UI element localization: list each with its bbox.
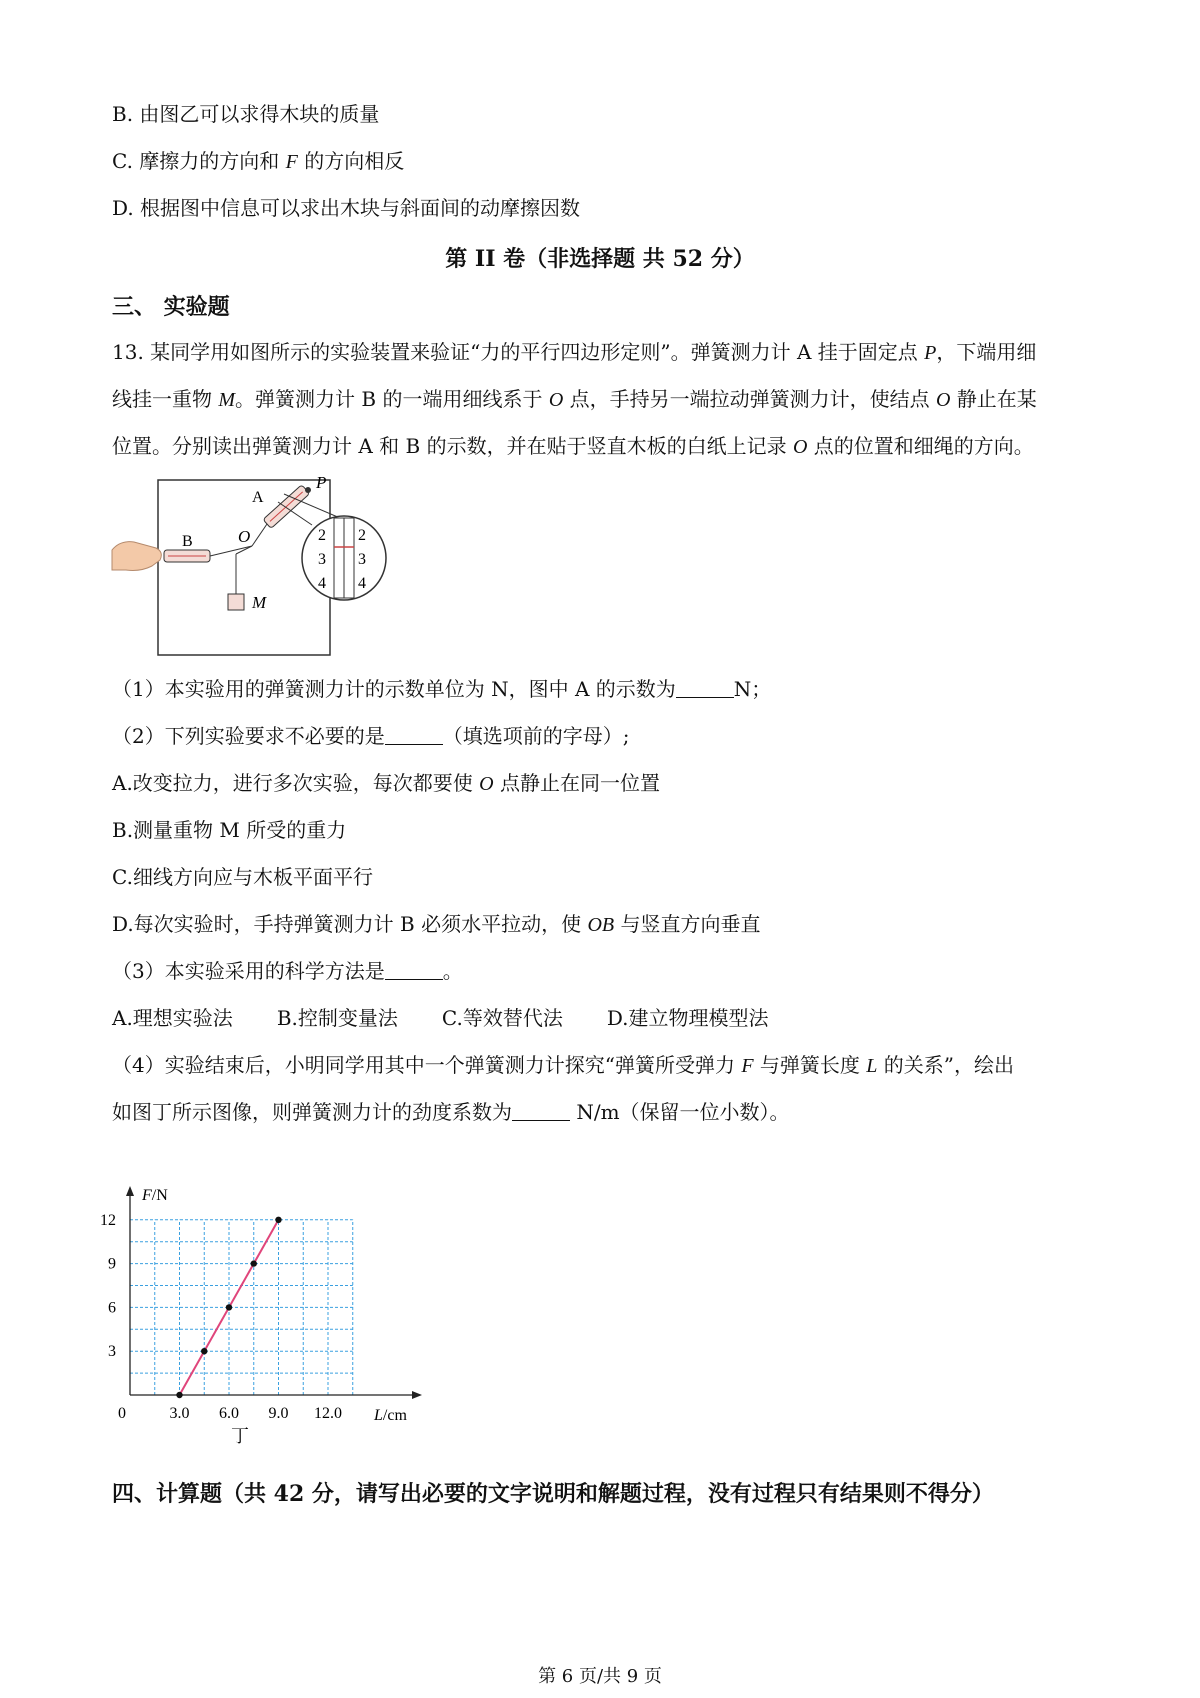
chart-ding <box>100 1180 442 1450</box>
method-option: A.理想实验法 <box>112 1006 233 1030</box>
q13-part3: （3）本实验采用的科学方法是 。 <box>112 959 463 983</box>
y-tick-label: 9 <box>108 1255 116 1273</box>
q13-intro-line3: 位置。分别读出弹簧测力计 A 和 B 的示数，并在贴于竖直木板的白纸上记录 O 点的位置和细绳的方向。 <box>112 434 1034 458</box>
option-b: B. 由图乙可以求得木块的质量 <box>112 102 380 126</box>
section4-title: 四、计算题（共 42 分，请写出必要的文字说明和解题过程，没有过程只有结果则不得分） <box>112 1481 994 1507</box>
hand-icon <box>112 542 161 571</box>
page-footer: 第 6 页/共 9 页 <box>538 1666 662 1687</box>
data-point <box>251 1260 257 1266</box>
scale-left-4: 4 <box>318 575 326 592</box>
scale-left-3: 3 <box>318 551 326 568</box>
data-point <box>275 1217 281 1223</box>
q13-part2-option-c: C.细线方向应与木板平面平行 <box>112 865 373 889</box>
answer-blank-2[interactable] <box>385 724 443 745</box>
x-tick-label: 9.0 <box>268 1405 289 1422</box>
label-m: M <box>252 593 267 612</box>
weight-m <box>228 594 244 610</box>
scale-right-3: 3 <box>358 551 366 568</box>
q13-intro-line1: 13. 某同学用如图所示的实验装置来验证“力的平行四边形定则”。弹簧测力计 A 挂于固定点 P，下端用细 <box>112 340 1037 364</box>
x-axis-label: L/cm <box>374 1407 407 1424</box>
scale-left-2: 2 <box>318 527 326 544</box>
q13-part4-line2: 如图丁所示图像，则弹簧测力计的劲度系数为 N/m（保留一位小数）。 <box>112 1100 790 1124</box>
chart-caption: 丁 <box>231 1426 249 1446</box>
answer-blank-4[interactable] <box>512 1100 570 1121</box>
y-axis-arrow <box>126 1186 134 1196</box>
method-option: C.等效替代法 <box>441 1006 563 1030</box>
y-tick-label: 3 <box>108 1343 116 1361</box>
fixed-point-p <box>305 487 311 493</box>
option-c-var: F <box>285 151 298 173</box>
label-o: O <box>238 527 251 546</box>
y-tick-label: 12 <box>100 1211 116 1229</box>
string-oa <box>252 524 267 546</box>
y-tick-label: 6 <box>108 1299 116 1317</box>
q13-part4-line1: （4）实验结束后，小明同学用其中一个弹簧测力计探究“弹簧所受弹力 F 与弹簧长度 L 的关系”，绘出 <box>112 1053 1014 1077</box>
q13-part2: （2）下列实验要求不必要的是 （填选项前的字母）; <box>112 724 630 748</box>
data-point <box>201 1348 207 1354</box>
data-point <box>176 1392 182 1398</box>
option-c-text: C. 摩擦力的方向和 <box>112 149 286 173</box>
section2-title: 第 II 卷（非选择题 共 52 分） <box>445 246 755 272</box>
option-d: D. 根据图中信息可以求出木块与斜面间的动摩擦因数 <box>112 196 581 220</box>
q13-intro-line2: 线挂一重物 M。弹簧测力计 B 的一端用细线系于 O 点，手持另一端拉动弹簧测力计，使结点 O 静止在某 <box>112 387 1037 411</box>
scale-right-4: 4 <box>358 575 366 592</box>
origin-label: 0 <box>118 1405 126 1422</box>
option-c <box>112 147 404 176</box>
label-a: A <box>252 489 264 506</box>
q13-part2-option-a: A.改变拉力，进行多次实验，每次都要使 O 点静止在同一位置 <box>112 771 660 795</box>
method-option: B.控制变量法 <box>276 1006 398 1030</box>
answer-blank-1[interactable] <box>676 677 734 698</box>
label-p: P <box>316 473 327 492</box>
method-option: D.建立物理模型法 <box>606 1006 769 1030</box>
apparatus-figure <box>112 470 432 660</box>
x-tick-label: 6.0 <box>219 1405 239 1422</box>
option-c-text-end: 的方向相反 <box>297 149 405 173</box>
x-tick-label: 12.0 <box>314 1405 342 1422</box>
q13-part2-option-d: D.每次实验时，手持弹簧测力计 B 必须水平拉动，使 OB 与竖直方向垂直 <box>112 912 761 936</box>
q13-part1: （1）本实验用的弹簧测力计的示数单位为 N，图中 A 的示数为 N； <box>112 677 772 701</box>
scale-right-2: 2 <box>358 527 366 544</box>
section3-title: 三、 实验题 <box>112 294 230 320</box>
q13-part2-option-b: B.测量重物 M 所受的重力 <box>112 818 347 842</box>
label-b: B <box>182 533 193 550</box>
y-axis-label: F/N <box>142 1187 168 1204</box>
x-axis-arrow <box>412 1391 422 1399</box>
answer-blank-3[interactable] <box>385 959 443 980</box>
q13-part3-options <box>112 1004 813 1032</box>
x-tick-label: 3.0 <box>169 1405 190 1422</box>
data-point <box>226 1304 232 1310</box>
string-ob <box>210 546 252 556</box>
